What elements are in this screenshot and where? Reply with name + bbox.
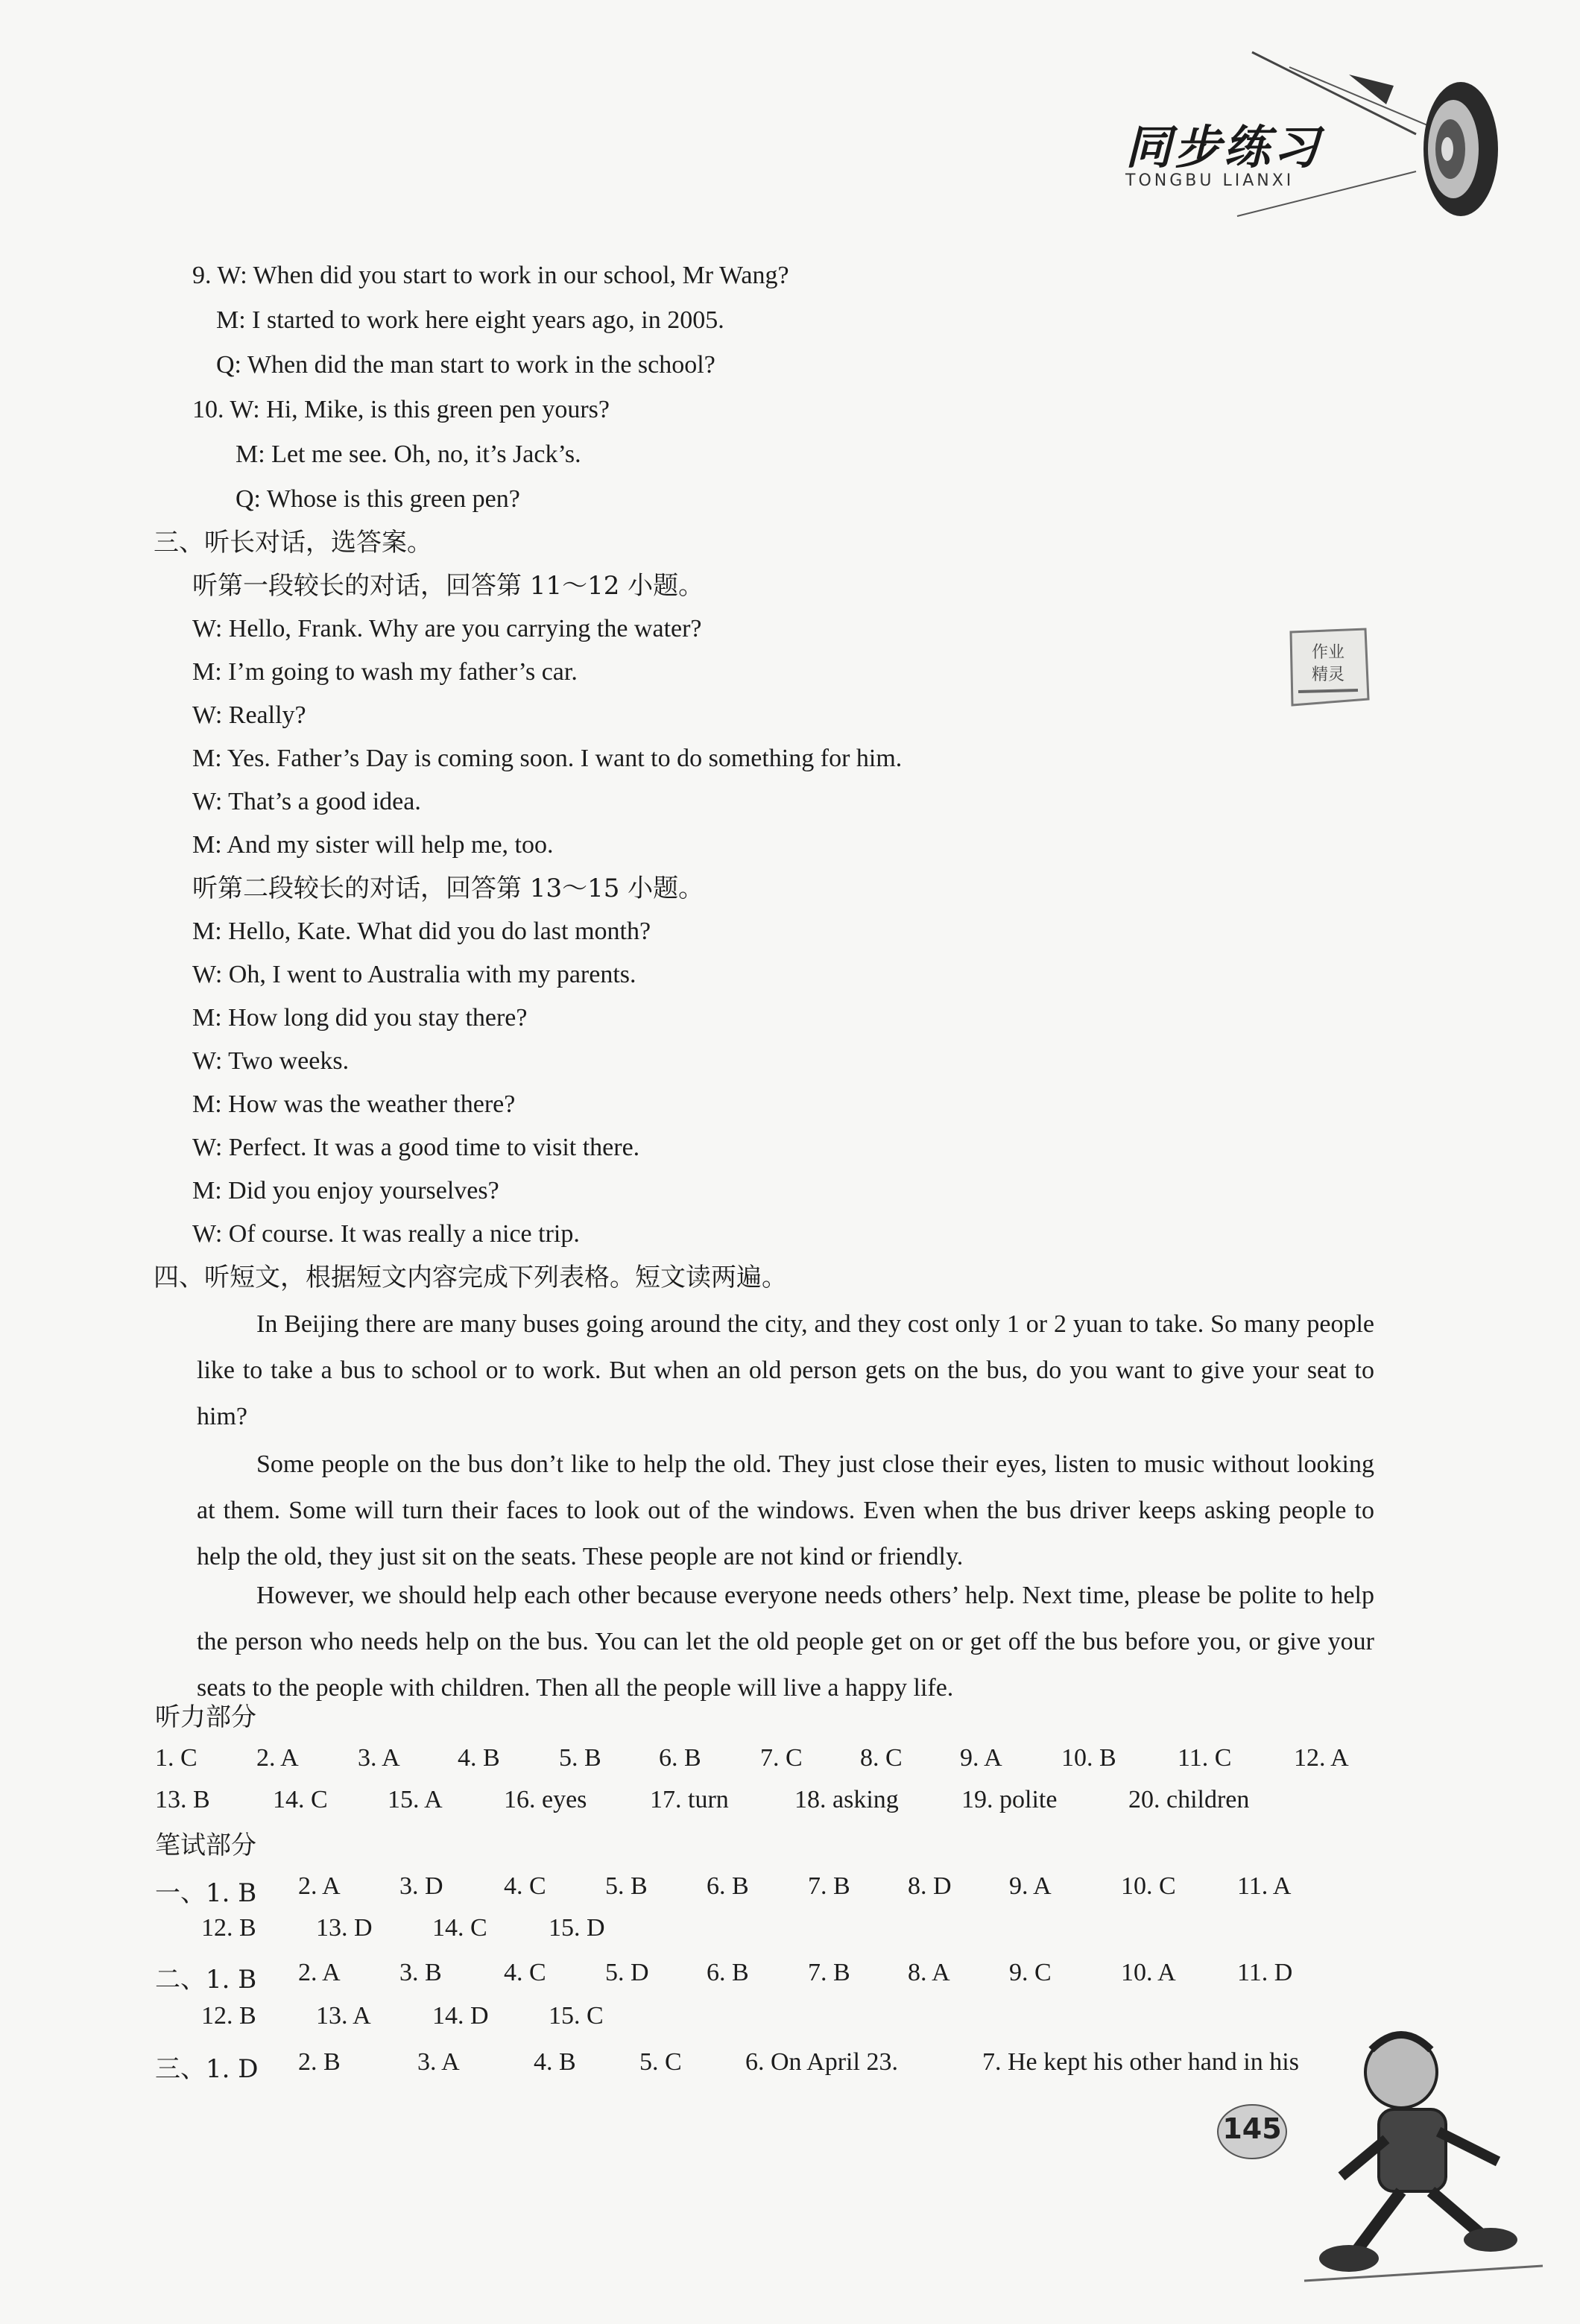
answer-item: 3. B — [399, 1959, 442, 1986]
answer-item: 20. children — [1128, 1786, 1250, 1813]
answer-item: 5. B — [605, 1872, 648, 1900]
answer-item: 7. B — [808, 1872, 850, 1900]
answer-item: 11. A — [1237, 1872, 1292, 1900]
section-intro: 听第一段较长的对话，回答第 11～12 小题。 — [192, 571, 704, 601]
page-number-badge — [1215, 2100, 1289, 2163]
paragraph-text: Some people on the bus don’t like to help the old. They just close their eyes, listen to music without looking at them. Some will turn their faces to look out of the windows. Even when the bus driver keeps asking people to help the old, they just sit on the seats. These people are not kind or friendly. — [197, 1450, 1374, 1570]
answers-writing-title: 笔试部分 — [155, 1831, 256, 1860]
answer-item: 12. B — [201, 1914, 256, 1942]
answer-item: 6. B — [659, 1744, 701, 1772]
answer-item: 8. C — [860, 1744, 903, 1772]
answer-item: 12. A — [1294, 1744, 1349, 1772]
section-heading: 四、听短文，根据短文内容完成下列表格。短文读两遍。 — [154, 1263, 787, 1292]
answer-row — [0, 1872, 1580, 1908]
answer-item: 15. D — [549, 1914, 605, 1942]
answer-item: 10. C — [1121, 1872, 1176, 1900]
answer-item: 5. C — [639, 2048, 682, 2076]
answer-item: 16. eyes — [504, 1786, 587, 1813]
answer-item: 5. D — [605, 1959, 649, 1986]
answer-item: 10. B — [1061, 1744, 1116, 1772]
section-heading: 三、听长对话，选答案。 — [154, 528, 432, 558]
paragraph-text: In Beijing there are many buses going around the city, and they cost only 1 or 2 yuan to take. So many people like to take a bus to school or to work. But when an old person gets on the bus, do you want to give your seat to him? — [197, 1310, 1374, 1430]
dialog-line: W: That’s a good idea. — [192, 788, 421, 815]
answer-item: 15. A — [388, 1786, 443, 1813]
answer-item: 一、1. B — [155, 1878, 257, 1908]
stamp-text: 作业 — [1311, 643, 1345, 662]
answer-row — [0, 1744, 1580, 1777]
answer-item: 14. C — [432, 1914, 487, 1942]
answer-item: 9. A — [1009, 1872, 1052, 1900]
answer-item: 9. C — [1009, 1959, 1052, 1986]
dialog-line: 9. W: When did you start to work in our school, Mr Wang? — [192, 262, 789, 289]
passage-paragraph — [197, 1573, 1374, 1711]
answer-item: 15. C — [549, 2002, 604, 2030]
answer-item: 7. C — [760, 1744, 803, 1772]
answer-row — [0, 1959, 1580, 1995]
answer-item: 13. D — [316, 1914, 373, 1942]
dialog-line: Q: Whose is this green pen? — [236, 485, 520, 513]
answer-item: 8. A — [908, 1959, 950, 1986]
answer-row — [0, 1786, 1580, 1819]
dialog-line: W: Oh, I went to Australia with my parents. — [192, 961, 636, 988]
answer-item: 4. B — [458, 1744, 500, 1772]
answer-item: 4. B — [534, 2048, 576, 2076]
dialog-line: M: I’m going to wash my father’s car. — [192, 658, 578, 686]
dialog-line: M: How long did you stay there? — [192, 1004, 528, 1032]
answer-item: 3. D — [399, 1872, 443, 1900]
answer-item: 11. C — [1178, 1744, 1232, 1772]
passage-paragraph — [197, 1442, 1374, 1580]
answer-item: 12. B — [201, 2002, 256, 2030]
answer-item: 3. A — [417, 2048, 460, 2076]
dialog-line: M: Did you enjoy yourselves? — [192, 1177, 499, 1204]
logo-subtitle: TONGBU LIANXI — [1125, 171, 1295, 190]
dialog-line: Q: When did the man start to work in the school? — [216, 351, 715, 379]
dialog-line: M: Hello, Kate. What did you do last month? — [192, 918, 651, 945]
dialog-line: M: Yes. Father’s Day is coming soon. I want to do something for him. — [192, 745, 903, 772]
answer-item: 二、1. B — [155, 1965, 257, 1995]
answer-item: 9. A — [960, 1744, 1002, 1772]
header-logo — [1103, 45, 1520, 239]
answer-item: 11. D — [1237, 1959, 1293, 1986]
answer-item: 1. C — [155, 1744, 197, 1772]
dialog-line: 10. W: Hi, Mike, is this green pen yours? — [192, 396, 610, 423]
answer-item: 8. D — [908, 1872, 952, 1900]
answer-item: 18. asking — [794, 1786, 899, 1813]
stamp-icon — [1283, 625, 1373, 714]
dialog-line: M: And my sister will help me, too. — [192, 831, 554, 859]
answer-item: 13. A — [316, 2002, 371, 2030]
answer-item: 2. A — [256, 1744, 299, 1772]
answers-listening-title: 听力部分 — [155, 1702, 256, 1732]
answer-item: 4. C — [504, 1959, 546, 1986]
answer-item: 6. B — [707, 1959, 749, 1986]
answer-item: 2. A — [298, 1872, 341, 1900]
dialog-line: M: I started to work here eight years ago, in 2005. — [216, 306, 724, 334]
answer-item: 7. B — [808, 1959, 850, 1986]
stamp-text: 精灵 — [1311, 666, 1345, 684]
section-intro: 听第二段较长的对话，回答第 13～15 小题。 — [192, 874, 704, 903]
dialog-line: W: Two weeks. — [192, 1047, 350, 1075]
answer-item: 三、1. D — [155, 2054, 259, 2084]
dialog-line: W: Perfect. It was a good time to visit there. — [192, 1134, 640, 1161]
dialog-line: M: Let me see. Oh, no, it’s Jack’s. — [236, 441, 581, 468]
answer-item: 3. A — [358, 1744, 400, 1772]
page-number: 145 — [1222, 2112, 1282, 2145]
answer-item: 14. C — [273, 1786, 328, 1813]
answer-item: 7. He kept his other hand in his — [982, 2048, 1299, 2076]
answer-item: 2. A — [298, 1959, 341, 1986]
answer-item: 4. C — [504, 1872, 546, 1900]
answer-item: 17. turn — [650, 1786, 729, 1813]
answer-item: 10. A — [1121, 1959, 1176, 1986]
answer-row — [0, 1914, 1580, 1947]
answer-item: 13. B — [155, 1786, 210, 1813]
answer-item: 14. D — [432, 2002, 489, 2030]
logo-title: 同步练习 — [1125, 120, 1323, 174]
dialog-line: W: Really? — [192, 701, 306, 729]
dialog-line: W: Hello, Frank. Why are you carrying the water? — [192, 615, 702, 642]
dialog-line: W: Of course. It was really a nice trip. — [192, 1220, 580, 1248]
paragraph-text: However, we should help each other because everyone needs others’ help. Next time, please be polite to help the person who needs help on the bus. You can let the old people get on or get off the bus before you, or give your seats to the people with children. Then all the people will live a happy life. — [197, 1582, 1374, 1702]
answer-item: 19. polite — [961, 1786, 1058, 1813]
passage-paragraph — [197, 1301, 1374, 1440]
runner-illustration-icon — [1289, 2012, 1558, 2303]
answer-item: 5. B — [559, 1744, 601, 1772]
answer-item: 6. B — [707, 1872, 749, 1900]
dialog-line: M: How was the weather there? — [192, 1090, 516, 1118]
answer-item: 2. B — [298, 2048, 341, 2076]
answer-item: 6. On April 23. — [745, 2048, 898, 2076]
